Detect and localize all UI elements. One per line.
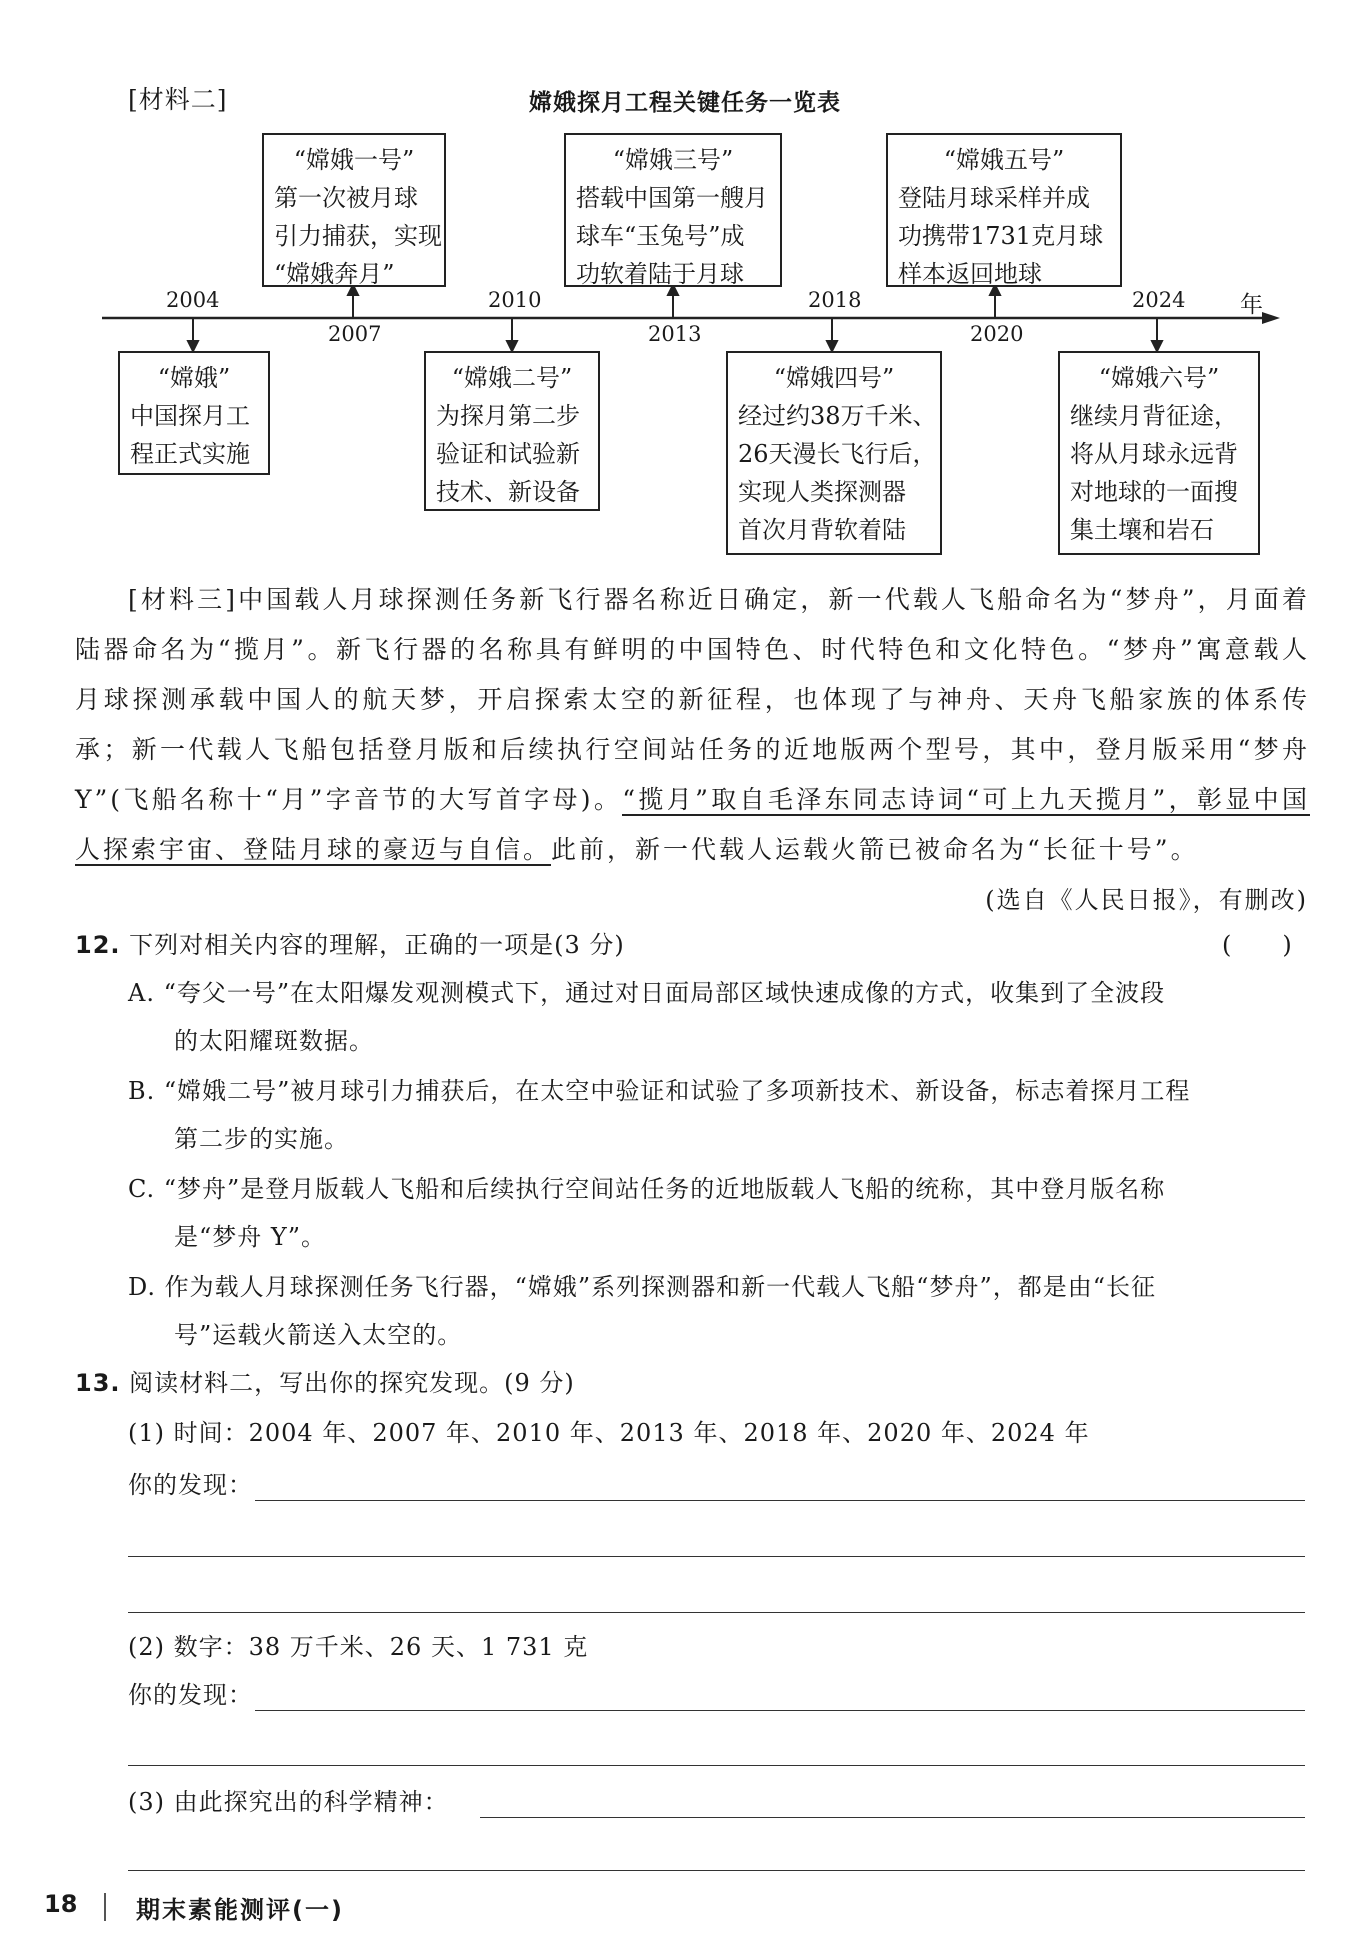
answer-line[interactable] [128,1765,1305,1766]
box-line: 26天漫长飞行后， [738,440,937,468]
material3-paragraph [75,575,1310,875]
q13-finding-label-2: 你的发现： [128,1681,253,1709]
year-2004: 2004 [166,288,220,312]
answer-line[interactable] [255,1500,1305,1501]
box-line: “嫦娥四号” [773,364,895,392]
box-change3 [564,133,782,287]
box-change4 [726,351,942,555]
box-line: 第一次被月球 [274,184,418,212]
q13-part3: (3) 由此探究出的科学精神： [128,1788,449,1816]
material3-text2: 此前，新一代载人运载火箭已被命名为“长征十号”。 [551,835,1199,864]
box-line: 中国探月工 [130,402,250,430]
box-line: 经过约38万千米、 [738,402,937,430]
year-2010: 2010 [488,288,542,312]
q12-option-a[interactable]: A. “夸父一号”在太阳爆发观测模式下，通过对日面局部区域快速成像的方式，收集到了全波段 [128,979,1166,1007]
q12-stem-text: 下列对相关内容的理解，正确的一项是(3 分) [129,931,625,959]
q12-option-c[interactable]: C. “梦舟”是登月版载人飞船和后续执行空间站任务的近地版载人飞船的统称，其中登月版名称 [128,1175,1166,1203]
box-line: 继续月背征途， [1070,402,1238,430]
box-line: 登陆月球采样并成 [898,184,1090,212]
box-line: 首次月背软着陆 [738,516,906,544]
answer-line[interactable] [480,1817,1305,1818]
answer-line[interactable] [255,1710,1305,1711]
q12-option-a-cont: 的太阳耀斑数据。 [174,1027,374,1055]
q12-stem [75,925,625,965]
year-2007: 2007 [328,322,382,346]
footer-title: 期末素能测评(一) [136,1896,344,1924]
box-line: “嫦娥” [157,364,231,392]
box-line: “嫦娥五号” [943,146,1065,174]
box-line: “嫦娥一号” [293,146,415,174]
answer-line[interactable] [128,1870,1305,1871]
answer-line[interactable] [128,1612,1305,1613]
q13-part2: (2) 数字：38 万千米、26 天、1 731 克 [128,1633,589,1661]
page-number: 18 [44,1890,78,1918]
answer-line[interactable] [128,1556,1305,1557]
box-line: 对地球的一面搜 [1070,478,1238,506]
box-line: “嫦娥三号” [612,146,734,174]
box-line: 样本返回地球 [898,260,1042,288]
box-line: “嫦娥奔月” [274,260,395,288]
box-change-program [118,351,270,475]
material3-underlined: “揽月”取自毛泽东同志诗词“可上九天揽月”，彰显中国人探索宇宙、登陆月球的豪迈与自信。 [75,785,1310,864]
box-line: “嫦娥二号” [451,364,573,392]
q12-option-c-cont: 是“梦舟 Y”。 [174,1223,327,1251]
box-change5 [886,133,1122,287]
box-line: 搭载中国第一艘月 [576,184,768,212]
q12-option-d-cont: 号”运载火箭送入太空的。 [174,1321,463,1349]
box-change1 [262,133,446,287]
q12-number: 12. [75,931,121,959]
box-line: 功软着陆于月球 [576,260,744,288]
year-2013: 2013 [648,322,702,346]
material3-label: [材料三] [128,585,238,614]
box-line: 将从月球永远背 [1070,440,1238,468]
box-line: 集土壤和岩石 [1070,516,1214,544]
box-line: 技术、新设备 [436,478,580,506]
q12-answer-bracket[interactable]: ( ) [1222,931,1293,959]
material2-label: [材料二] [128,85,228,114]
q13-part1: (1) 时间：2004 年、2007 年、2010 年、2013 年、2018 年、2020 年、2024 年 [128,1419,1090,1447]
box-line: “嫦娥六号” [1098,364,1220,392]
q13-stem [75,1363,575,1403]
axis-unit: 年 [1240,292,1263,318]
box-line: 功携带1731克月球 [898,222,1104,250]
box-line: 验证和试验新 [436,440,580,468]
q12-option-d[interactable]: D. 作为载人月球探测任务飞行器，“嫦娥”系列探测器和新一代载人飞船“梦舟”，都是由“长征 [128,1273,1156,1301]
box-line: 实现人类探测器 [738,478,906,506]
q13-stem-text: 阅读材料二，写出你的探究发现。(9 分) [129,1369,575,1397]
q13-finding-label-1: 你的发现： [128,1471,253,1499]
footer-divider [104,1893,106,1921]
box-change2 [424,351,600,511]
year-2018: 2018 [808,288,862,312]
box-line: 程正式实施 [130,440,250,468]
box-line: 为探月第二步 [436,402,580,430]
timeline-title: 嫦娥探月工程关键任务一览表 [529,90,841,116]
box-line: 引力捕获，实现 [274,222,442,250]
material3-source: (选自《人民日报》，有删改) [985,886,1308,914]
q12-option-b[interactable]: B. “嫦娥二号”被月球引力捕获后，在太空中验证和试验了多项新技术、新设备，标志着探月工程 [128,1077,1191,1105]
q12-option-b-cont: 第二步的实施。 [174,1125,349,1153]
material3-text1: 中国载人月球探测任务新飞行器名称近日确定，新一代载人飞船命名为“梦舟”，月面着陆器命名为“揽月”。新飞行器的名称具有鲜明的中国特色、时代特色和文化特色。“梦舟”寓意载人月球探测承载中国人的航天梦，开启探索太空的新征程，也体现了与神舟、天舟飞船家族的体系传承；新一代载人飞船包括登月版和后续执行空间站任务的近地版两个型号，其中，登月版采用“梦舟Y”(飞船名称十“月”字音节的大写首字母)。 [75,585,1310,814]
box-line: 球车“玉兔号”成 [576,222,745,250]
q13-number: 13. [75,1369,121,1397]
box-change6 [1058,351,1260,555]
year-2024: 2024 [1132,288,1186,312]
year-2020: 2020 [970,322,1024,346]
